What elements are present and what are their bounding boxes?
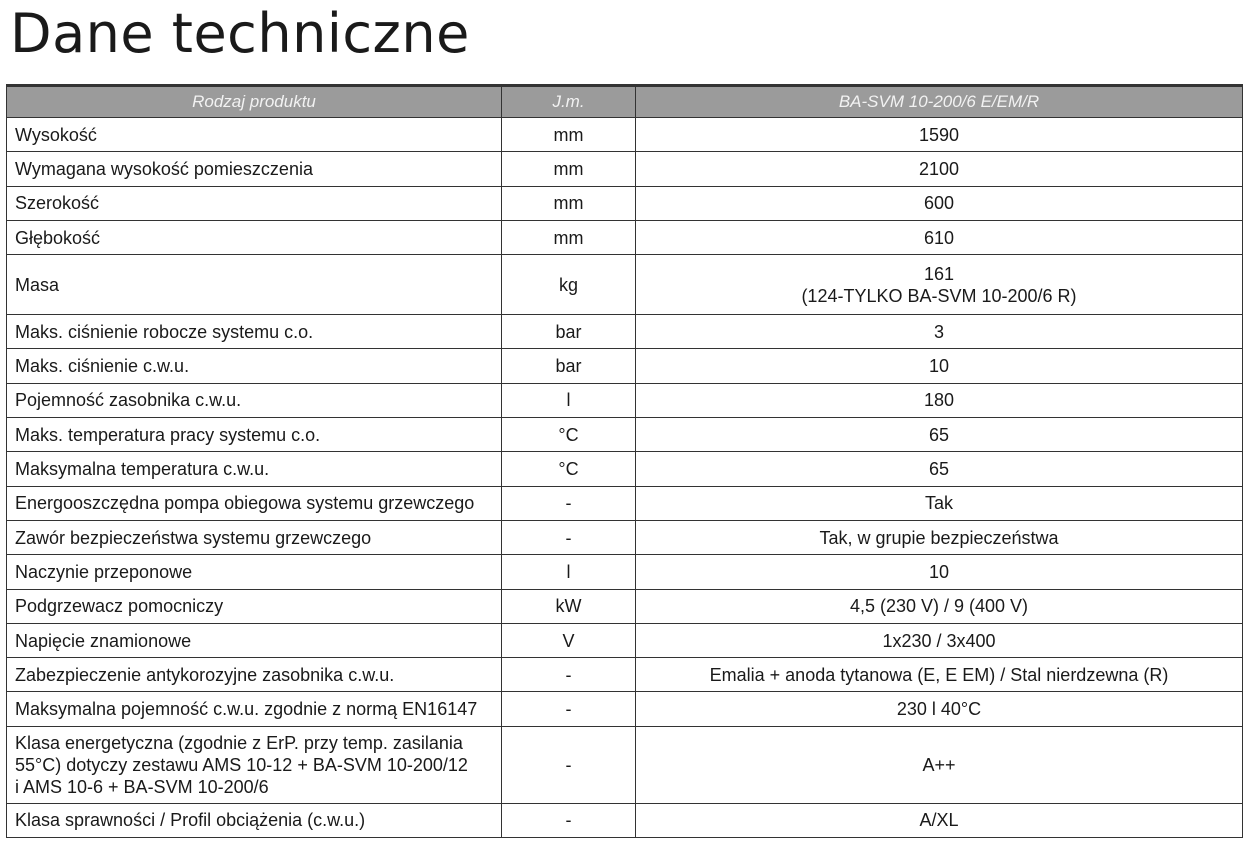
row-label-line: Klasa energetyczna (zgodnie z ErP. przy temp. zasilania <box>15 732 463 753</box>
row-label: Energooszczędna pompa obiegowa systemu grzewczego <box>7 486 502 520</box>
row-unit: - <box>502 692 636 726</box>
row-label: Maksymalna temperatura c.w.u. <box>7 452 502 486</box>
row-value: Tak, w grupie bezpieczeństwa <box>636 520 1243 554</box>
row-value: A/XL <box>636 803 1243 837</box>
table-row <box>7 555 1243 589</box>
row-unit: bar <box>502 315 636 349</box>
header-unit: J.m. <box>502 86 636 118</box>
row-unit: bar <box>502 349 636 383</box>
row-label-line: i AMS 10-6 + BA-SVM 10-200/6 <box>15 776 269 797</box>
row-value <box>636 255 1243 315</box>
row-label: Maks. temperatura pracy systemu c.o. <box>7 418 502 452</box>
row-value: 230 l 40°C <box>636 692 1243 726</box>
row-unit: - <box>502 658 636 692</box>
table-row <box>7 452 1243 486</box>
row-value: 65 <box>636 452 1243 486</box>
row-unit: - <box>502 803 636 837</box>
table-row <box>7 118 1243 152</box>
row-unit: - <box>502 726 636 803</box>
row-unit: l <box>502 555 636 589</box>
table-row <box>7 383 1243 417</box>
row-unit: - <box>502 486 636 520</box>
row-value: Tak <box>636 486 1243 520</box>
header-model: BA-SVM 10-200/6 E/EM/R <box>636 86 1243 118</box>
row-label: Naczynie przeponowe <box>7 555 502 589</box>
row-label: Wymagana wysokość pomieszczenia <box>7 152 502 186</box>
table-header-row <box>7 86 1243 118</box>
row-value: 65 <box>636 418 1243 452</box>
row-unit: kW <box>502 589 636 623</box>
row-value: A++ <box>636 726 1243 803</box>
row-value: 1x230 / 3x400 <box>636 623 1243 657</box>
row-value-main: 161 <box>923 263 955 284</box>
table-row <box>7 803 1243 837</box>
header-product-type: Rodzaj produktu <box>7 86 502 118</box>
row-value: 10 <box>636 555 1243 589</box>
row-unit: kg <box>502 255 636 315</box>
row-unit: - <box>502 520 636 554</box>
row-value-note: (124-TYLKO BA-SVM 10-200/6 R) <box>801 285 1077 306</box>
row-label: Maks. ciśnienie c.w.u. <box>7 349 502 383</box>
row-value: 610 <box>636 220 1243 254</box>
row-label <box>7 726 502 803</box>
table-row <box>7 589 1243 623</box>
table-row <box>7 255 1243 315</box>
table-row <box>7 486 1243 520</box>
row-label: Pojemność zasobnika c.w.u. <box>7 383 502 417</box>
row-unit: °C <box>502 418 636 452</box>
table-row <box>7 152 1243 186</box>
row-value: 600 <box>636 186 1243 220</box>
row-unit: V <box>502 623 636 657</box>
row-value: 4,5 (230 V) / 9 (400 V) <box>636 589 1243 623</box>
row-label: Szerokość <box>7 186 502 220</box>
table-row <box>7 520 1243 554</box>
row-label-line: 55°C) dotyczy zestawu AMS 10-12 + BA-SVM 10-200/12 <box>15 754 468 775</box>
row-value: Emalia + anoda tytanowa (E, E EM) / Stal nierdzewna (R) <box>636 658 1243 692</box>
row-unit: °C <box>502 452 636 486</box>
table-row <box>7 315 1243 349</box>
row-value: 180 <box>636 383 1243 417</box>
table-row <box>7 220 1243 254</box>
table-row <box>7 418 1243 452</box>
row-value: 3 <box>636 315 1243 349</box>
table-row <box>7 623 1243 657</box>
row-label: Maksymalna pojemność c.w.u. zgodnie z normą EN16147 <box>7 692 502 726</box>
table-row <box>7 692 1243 726</box>
row-unit: mm <box>502 220 636 254</box>
row-label: Napięcie znamionowe <box>7 623 502 657</box>
row-value: 1590 <box>636 118 1243 152</box>
row-label: Podgrzewacz pomocniczy <box>7 589 502 623</box>
row-unit: mm <box>502 186 636 220</box>
row-label: Klasa sprawności / Profil obciążenia (c.w.u.) <box>7 803 502 837</box>
row-label: Masa <box>7 255 502 315</box>
table-row <box>7 658 1243 692</box>
row-unit: mm <box>502 152 636 186</box>
row-value: 10 <box>636 349 1243 383</box>
table-row <box>7 349 1243 383</box>
row-label: Wysokość <box>7 118 502 152</box>
technical-data-table <box>6 84 1243 838</box>
table-row <box>7 726 1243 803</box>
row-label: Maks. ciśnienie robocze systemu c.o. <box>7 315 502 349</box>
table-row <box>7 186 1243 220</box>
row-label: Głębokość <box>7 220 502 254</box>
page-title: Dane techniczne <box>10 2 470 65</box>
row-label: Zabezpieczenie antykorozyjne zasobnika c.w.u. <box>7 658 502 692</box>
row-unit: l <box>502 383 636 417</box>
row-value: 2100 <box>636 152 1243 186</box>
row-label: Zawór bezpieczeństwa systemu grzewczego <box>7 520 502 554</box>
row-unit: mm <box>502 118 636 152</box>
